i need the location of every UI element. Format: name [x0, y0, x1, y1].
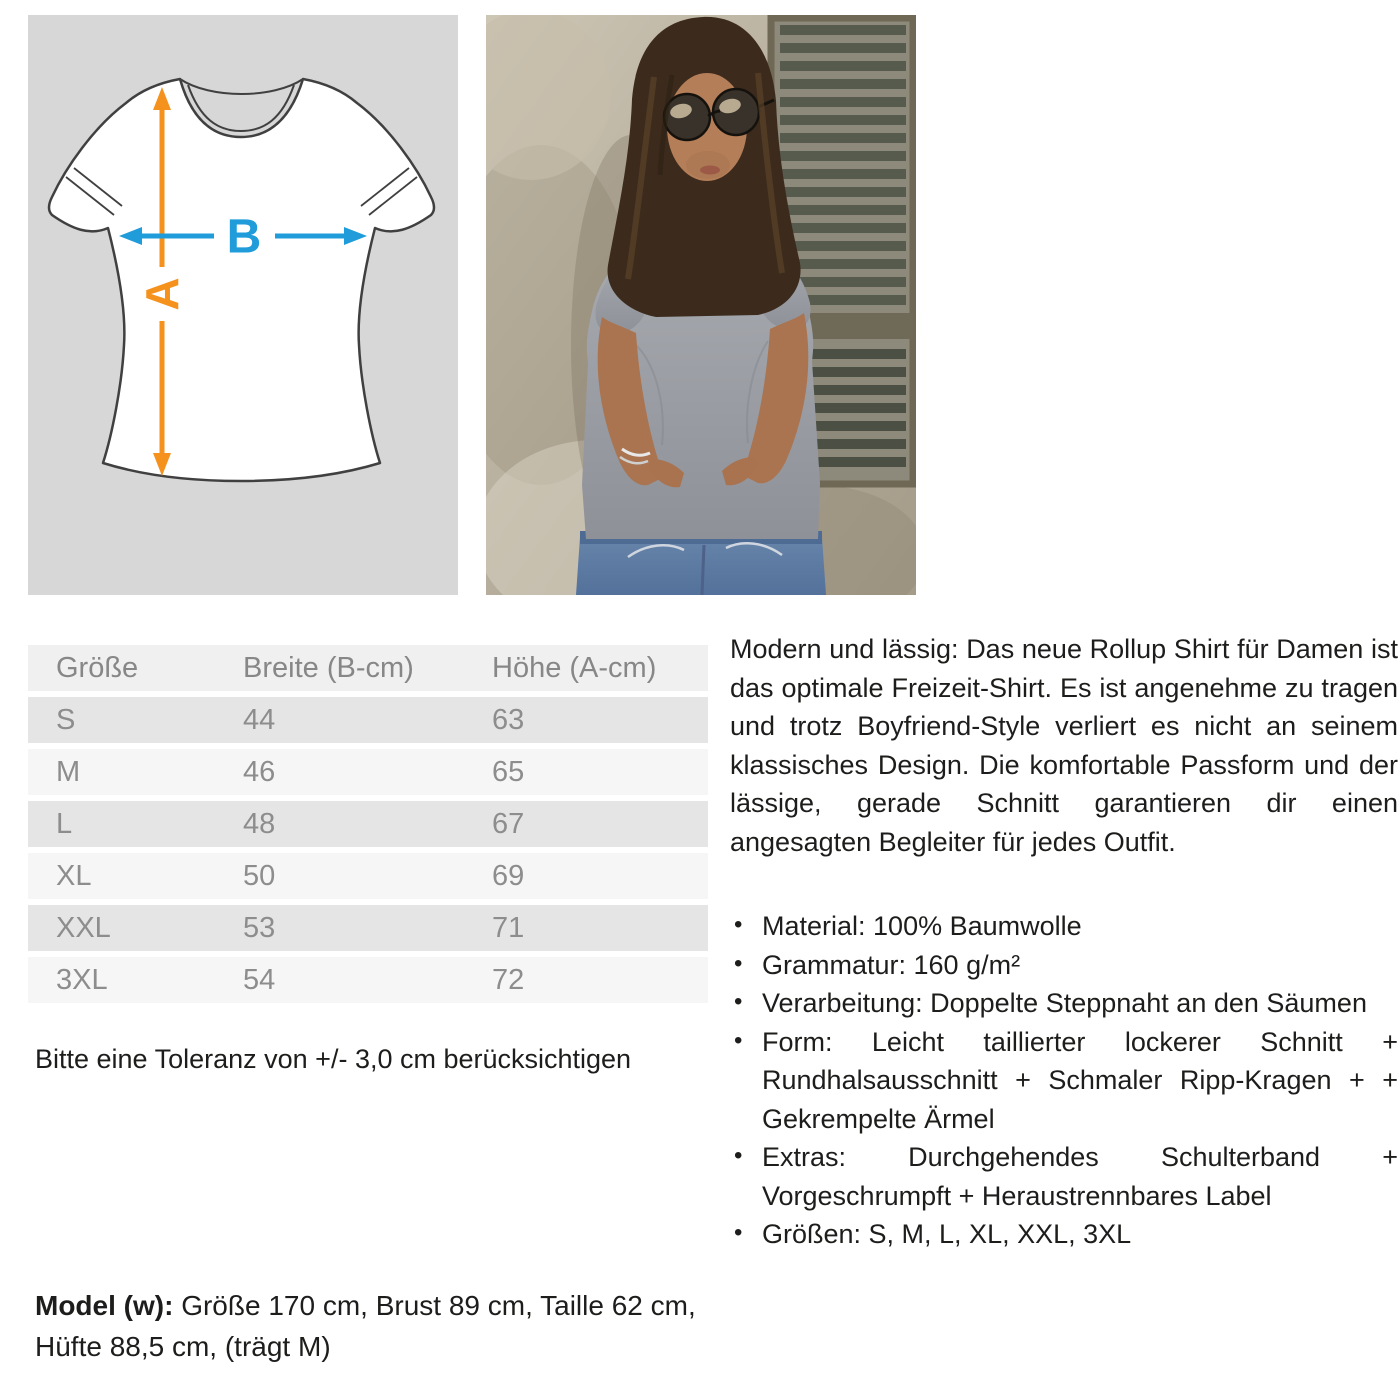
cell-size: L — [56, 808, 73, 840]
tshirt-outline-icon — [49, 79, 434, 481]
cell-size: XL — [56, 860, 92, 892]
cell-size: 3XL — [56, 964, 108, 996]
feature-item-form — [730, 1023, 1398, 1139]
column-header-hoehe: Höhe (A-cm) — [492, 652, 657, 684]
feature-text: Verarbeitung: Doppelte Steppnaht an den Säumen — [762, 988, 1367, 1018]
description-intro: Modern und lässig: Das neue Rollup Shirt für Damen ist das optimale Freizeit-Shirt. Es ist angenehme zu tragen und trotz Boyfriend-Style verliert es nicht an seinem klassisches Design. Die komfortable Passform und der lässige, gerade Schnitt garantieren dir einen angesagten Begleiter für jedes Outfit. — [730, 634, 1398, 857]
model-info — [35, 1285, 755, 1367]
model-photo-illustration — [486, 15, 916, 595]
size-table-header — [28, 645, 708, 691]
column-header-breite: Breite (B-cm) — [243, 652, 414, 684]
cell-hoehe: 69 — [492, 860, 525, 892]
bullet-icon: • — [734, 988, 743, 1015]
bullet-icon: • — [734, 1219, 743, 1246]
cell-hoehe: 72 — [492, 964, 525, 996]
cell-size: XXL — [56, 912, 111, 944]
model-info-label: Model (w): — [35, 1290, 174, 1321]
bullet-icon: • — [734, 1026, 743, 1054]
cell-breite: 50 — [243, 860, 276, 892]
feature-item-extras — [730, 1138, 1398, 1215]
tolerance-note: Bitte eine Toleranz von +/- 3,0 cm berücksichtigen — [35, 1044, 632, 1074]
table-row-xxl — [28, 905, 708, 951]
feature-item-grammatur — [730, 946, 1398, 985]
feature-item-material — [730, 907, 1398, 946]
feature-text: Grammatur: 160 g/m² — [762, 949, 1021, 980]
table-row-m — [28, 749, 708, 795]
bullet-icon: • — [734, 949, 743, 977]
model-info-text: Größe 170 cm, Brust 89 cm, Taille 62 cm, Hüfte 88,5 cm, (trägt M) — [35, 1290, 696, 1362]
model-photo — [486, 15, 916, 595]
bullet-icon: • — [734, 911, 743, 938]
product-description — [730, 630, 1398, 1254]
size-diagram-panel — [28, 15, 458, 595]
cell-breite: 54 — [243, 964, 276, 996]
bullet-icon: • — [734, 1142, 743, 1169]
table-row-3xl — [28, 957, 708, 1003]
cell-hoehe: 65 — [492, 756, 525, 788]
width-label: B — [226, 210, 262, 264]
height-label: A — [136, 277, 188, 311]
table-row-s — [28, 697, 708, 743]
cell-hoehe: 63 — [492, 704, 525, 736]
cell-size: M — [56, 756, 81, 788]
size-table — [28, 645, 708, 1009]
feature-item-groessen — [730, 1215, 1398, 1254]
feature-text: Extras: Durchgehendes Schulterband + Vorgeschrumpft + Heraustrennbares Label — [762, 1142, 1398, 1211]
cell-breite: 53 — [243, 912, 276, 944]
table-row-xl — [28, 853, 708, 899]
feature-list — [730, 907, 1398, 1254]
feature-item-verarbeitung — [730, 984, 1398, 1023]
column-header-groesse: Größe — [56, 652, 139, 684]
feature-text: Form: Leicht taillierter lockerer Schnitt + Rundhalsausschnitt + Schmaler Ripp-Kragen + + Gekrempelte Ärmel — [762, 1026, 1398, 1134]
cell-breite: 48 — [243, 808, 276, 840]
cell-hoehe: 71 — [492, 912, 525, 944]
table-row-l — [28, 801, 708, 847]
feature-text: Material: 100% Baumwolle — [762, 911, 1082, 941]
cell-hoehe: 67 — [492, 808, 525, 840]
cell-size: S — [56, 704, 76, 736]
cell-breite: 46 — [243, 756, 276, 788]
cell-breite: 44 — [243, 704, 276, 736]
feature-text: Größen: S, M, L, XL, XXL, 3XL — [762, 1219, 1132, 1249]
tshirt-measure-diagram — [28, 15, 458, 595]
